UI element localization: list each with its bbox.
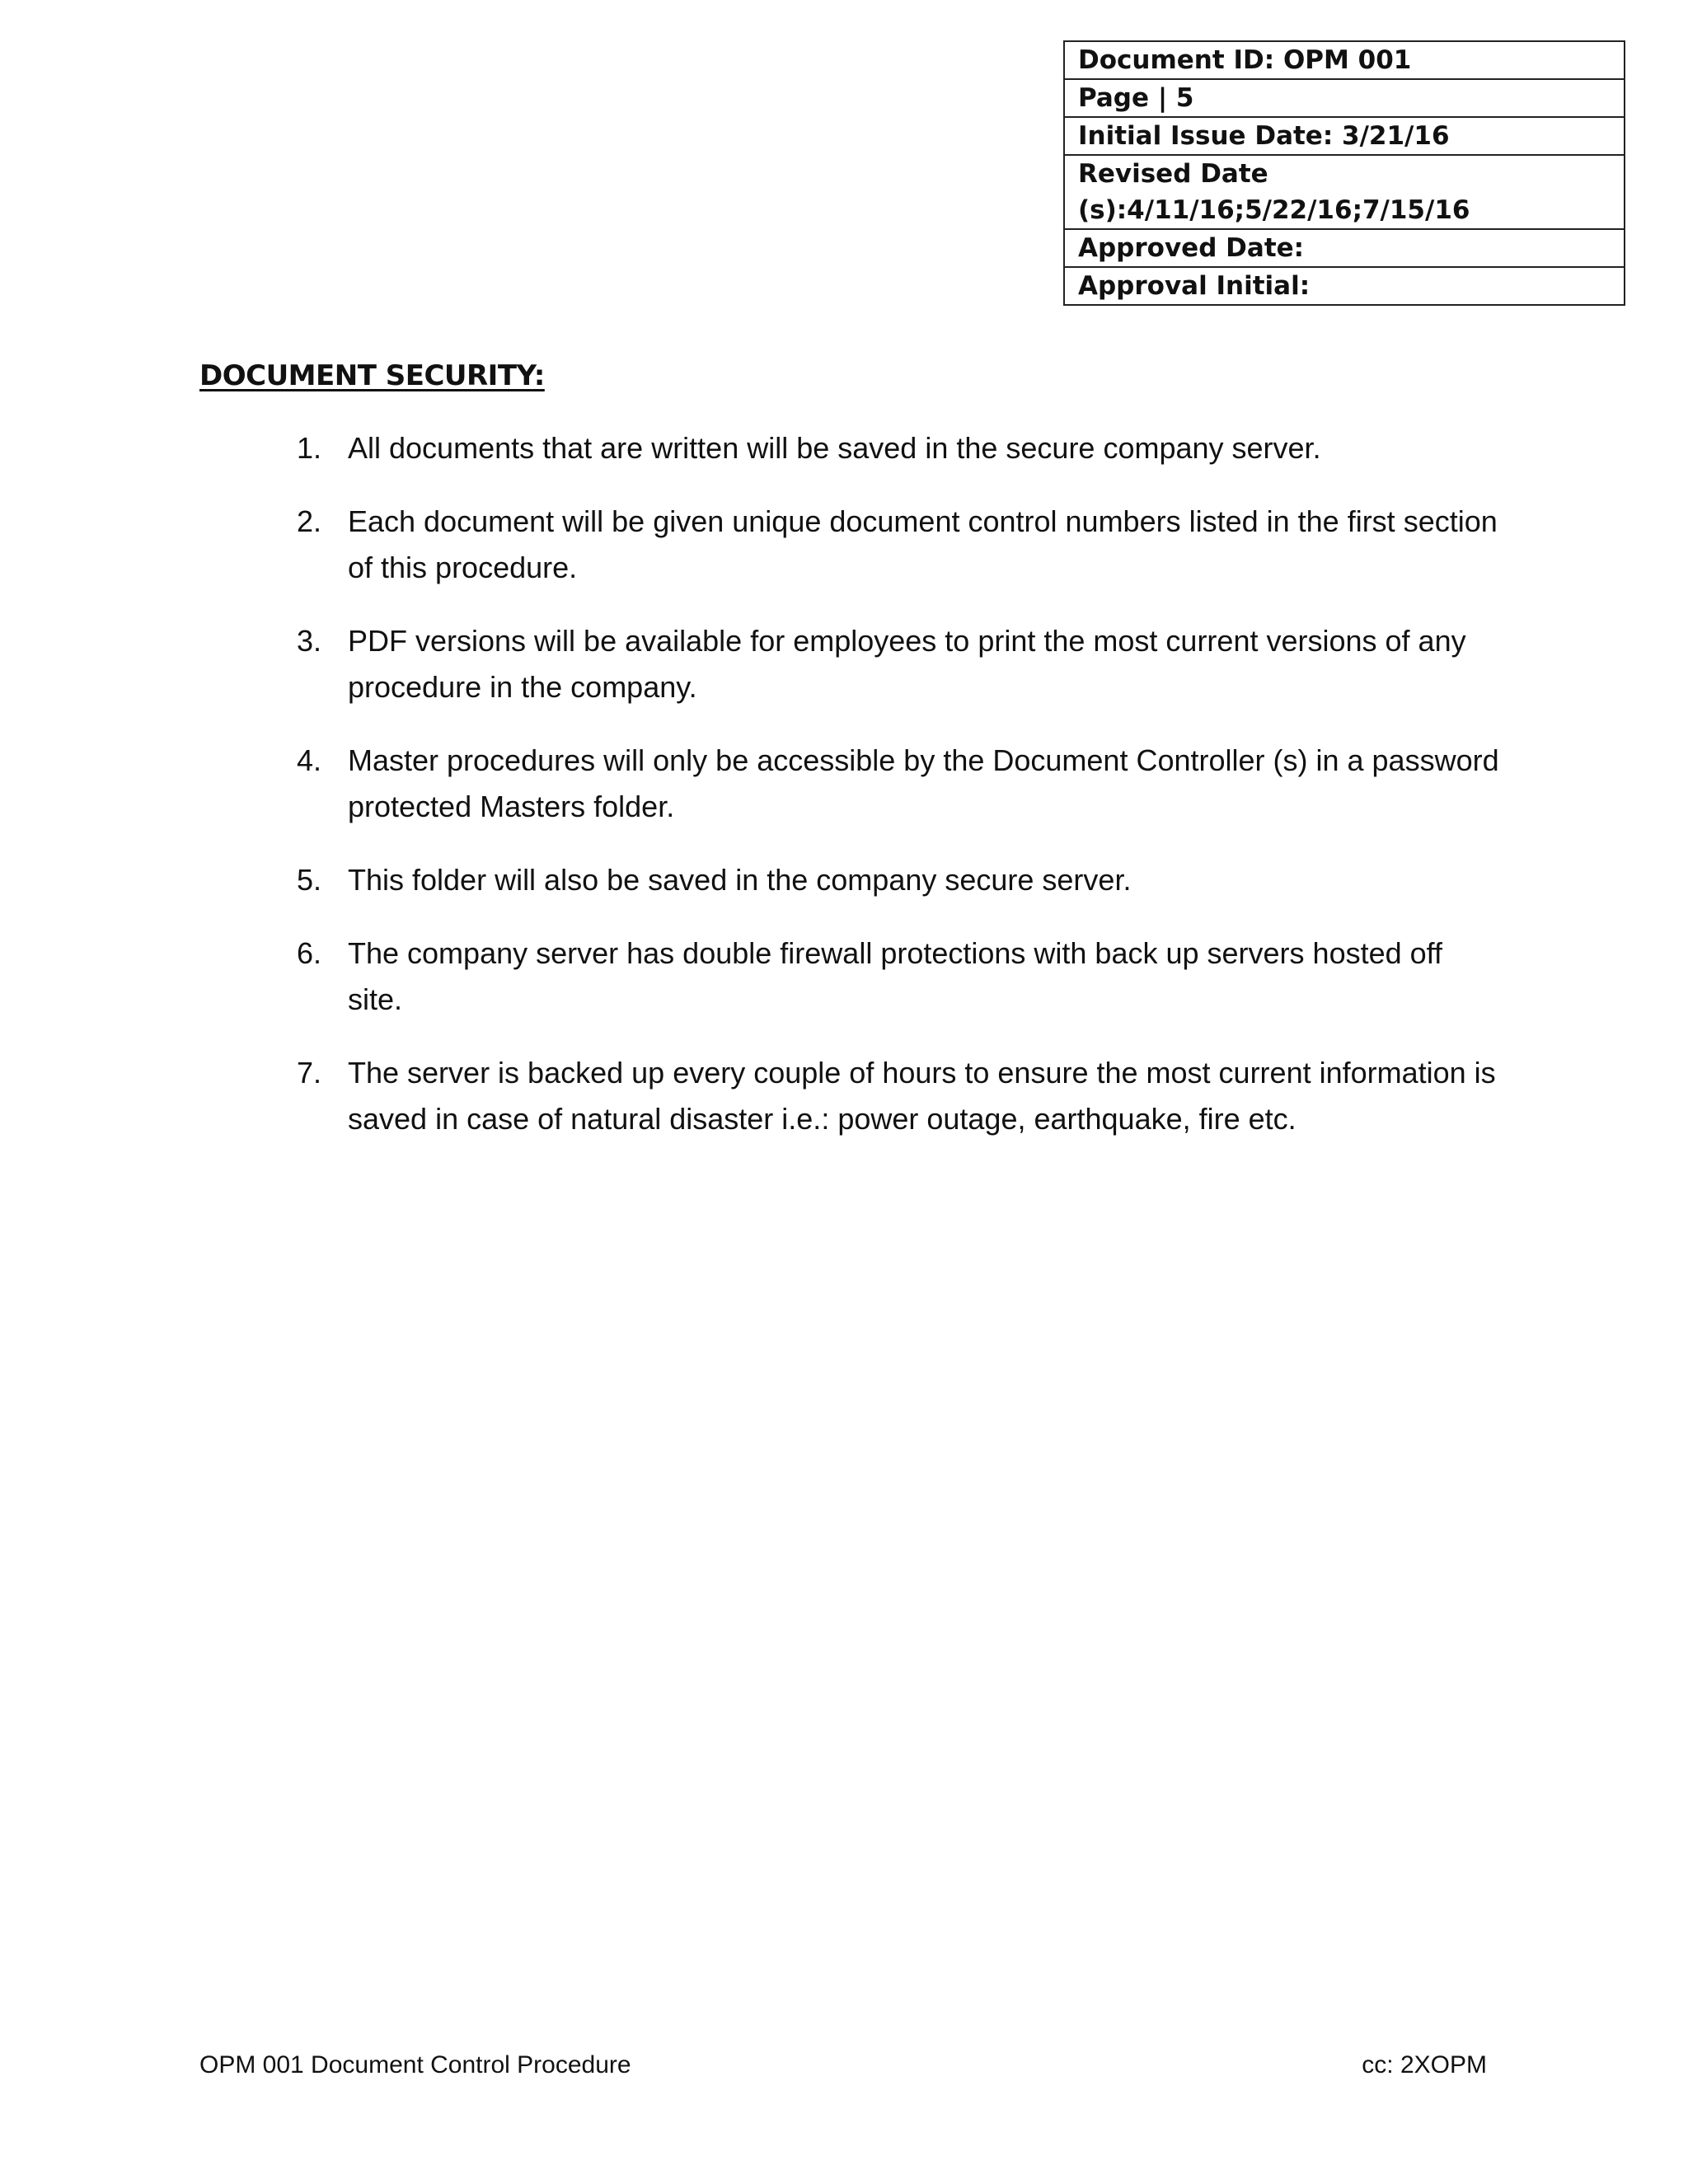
list-item bbox=[297, 930, 1500, 1023]
list-item bbox=[297, 499, 1500, 591]
list-item-text: Each document will be given unique document control numbers listed in the first section of this procedure. bbox=[348, 504, 1498, 584]
approval-initial-cell: Approval Initial: bbox=[1064, 267, 1625, 305]
section-heading: DOCUMENT SECURITY: bbox=[199, 359, 545, 392]
list-item bbox=[297, 1050, 1500, 1142]
revised-date-values: (s):4/11/16;5/22/16;7/15/16 bbox=[1078, 195, 1470, 225]
revised-date-label: Revised Date bbox=[1078, 159, 1268, 189]
list-item-number: 4. bbox=[297, 743, 322, 777]
footer-copy-code: cc: 2XOPM bbox=[1362, 2051, 1487, 2079]
list-item-text: The server is backed up every couple of hours to ensure the most current information is saved in case of natural disaster i.e.: power outage, earthquake, fire etc. bbox=[348, 1056, 1496, 1136]
document-id-cell: Document ID: OPM 001 bbox=[1064, 41, 1625, 79]
footer-document-title: OPM 001 Document Control Procedure bbox=[199, 2051, 631, 2079]
approved-date-cell: Approved Date: bbox=[1064, 229, 1625, 267]
initial-issue-date-cell: Initial Issue Date: 3/21/16 bbox=[1064, 117, 1625, 155]
list-item bbox=[297, 738, 1500, 830]
list-item-text: Master procedures will only be accessible by the Document Controller (s) in a password protected Masters folder. bbox=[348, 743, 1499, 823]
list-item-text: All documents that are written will be saved in the secure company server. bbox=[348, 431, 1321, 465]
list-item-number: 7. bbox=[297, 1056, 322, 1090]
list-item-text: PDF versions will be available for employees to print the most current versions of any procedure in the company. bbox=[348, 624, 1466, 704]
list-item-text: The company server has double firewall protections with back up servers hosted off site. bbox=[348, 936, 1443, 1016]
list-item bbox=[297, 618, 1500, 710]
list-item-number: 3. bbox=[297, 624, 322, 658]
list-item bbox=[297, 857, 1500, 903]
list-item-number: 1. bbox=[297, 431, 322, 465]
list-item-number: 6. bbox=[297, 936, 322, 970]
list-item bbox=[297, 425, 1500, 471]
list-item-text: This folder will also be saved in the company secure server. bbox=[348, 863, 1132, 897]
list-item-number: 2. bbox=[297, 504, 322, 538]
page-number-cell: Page | 5 bbox=[1064, 79, 1625, 117]
list-item-number: 5. bbox=[297, 863, 322, 897]
